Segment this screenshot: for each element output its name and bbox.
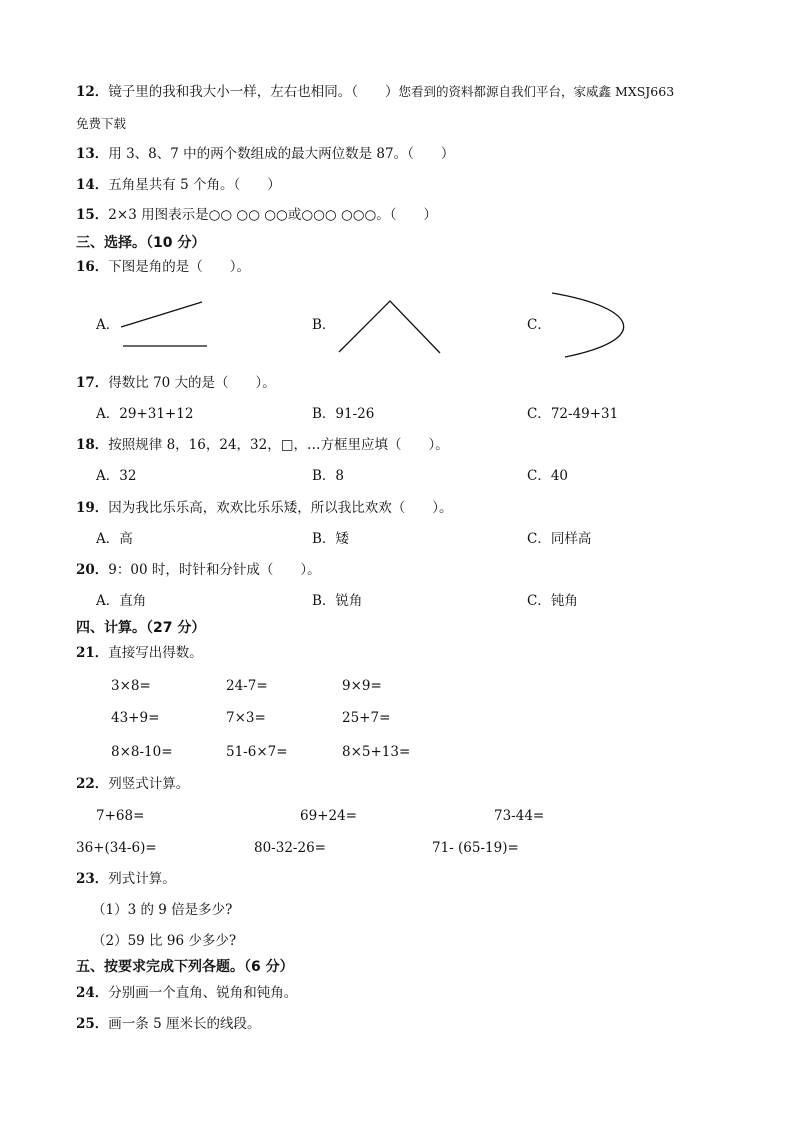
figure-b-angle bbox=[339, 301, 440, 353]
question-17 bbox=[76, 374, 276, 392]
calc-item: 73-44= bbox=[494, 808, 545, 824]
question-19 bbox=[76, 499, 453, 517]
question-number: 17． bbox=[76, 375, 109, 391]
question-text: 得数比 70 大的是（ ）。 bbox=[108, 375, 276, 391]
option-b: B．8 bbox=[312, 468, 345, 484]
question-text: 直接写出得数。 bbox=[108, 645, 203, 661]
question-text: 五角星共有 5 个角。（ ） bbox=[108, 177, 281, 193]
calc-item: 3×8= bbox=[111, 678, 151, 694]
question-20 bbox=[76, 561, 321, 579]
calc-item: 7+68= bbox=[96, 808, 145, 824]
calc-item: 36+(34-6)= bbox=[76, 840, 157, 856]
question-number: 24． bbox=[76, 985, 109, 1001]
question-number: 22． bbox=[76, 776, 109, 792]
option-c: C．72-49+31 bbox=[527, 406, 619, 422]
calc-item: 9×9= bbox=[342, 678, 382, 694]
option-a: A．高 bbox=[96, 531, 133, 547]
question-text: 用 3、8、7 中的两个数组成的最大两位数是 87。（ ） bbox=[108, 146, 455, 162]
question-number: 20． bbox=[76, 562, 109, 578]
calc-item: 69+24= bbox=[300, 808, 357, 824]
option-c: C．钝角 bbox=[527, 593, 578, 609]
option-b-label: B． bbox=[312, 317, 336, 333]
option-b: B．矮 bbox=[312, 531, 349, 547]
question-number: 25． bbox=[76, 1016, 109, 1032]
question-text: 镜子里的我和我大小一样，左右也相同。（ ） bbox=[108, 84, 399, 100]
question-text: 分别画一个直角、锐角和钝角。 bbox=[108, 985, 298, 1001]
question-18 bbox=[76, 436, 449, 454]
option-c: C．40 bbox=[527, 468, 569, 484]
question-text: 按照规律 8，16，24，32，□，…方框里应填（ ）。 bbox=[108, 437, 449, 453]
question-text: 2×3 用图表示是○○ ○○ ○○或○○○ ○○○。（ ） bbox=[108, 207, 438, 223]
section-heading-4: 四、计算。（27 分） bbox=[76, 620, 206, 636]
calc-item: 8×8-10= bbox=[111, 744, 173, 760]
question-number: 18． bbox=[76, 437, 109, 453]
sub-question-2: （2）59 比 96 少多少? bbox=[92, 933, 237, 949]
question-number: 21． bbox=[76, 645, 109, 661]
question-22 bbox=[76, 775, 189, 793]
question-number: 14． bbox=[76, 177, 109, 193]
calc-item: 8×5+13= bbox=[342, 744, 411, 760]
question-number: 16． bbox=[76, 259, 109, 275]
calc-item: 7×3= bbox=[226, 710, 266, 726]
question-23 bbox=[76, 870, 176, 888]
question-number: 12． bbox=[76, 84, 109, 100]
calc-item: 71- (65-19)= bbox=[432, 840, 519, 856]
option-a: A．29+31+12 bbox=[96, 406, 194, 422]
calc-item: 25+7= bbox=[342, 710, 391, 726]
calc-item: 51-6×7= bbox=[226, 744, 288, 760]
option-a-label: A． bbox=[96, 317, 120, 333]
watermark-notice: 您看到的资料都源自我们平台，家威鑫 MXSJ663 bbox=[398, 84, 675, 99]
sub-question-1: （1）3 的 9 倍是多少? bbox=[92, 902, 233, 918]
question-24 bbox=[76, 984, 297, 1002]
option-a: A．直角 bbox=[96, 593, 147, 609]
question-number: 23． bbox=[76, 871, 109, 887]
option-c-label: C． bbox=[527, 317, 551, 333]
option-a: A．32 bbox=[96, 468, 137, 484]
option-b: B．锐角 bbox=[312, 593, 363, 609]
section-heading-5: 五、按要求完成下列各题。（6 分） bbox=[76, 959, 294, 975]
question-21 bbox=[76, 644, 203, 662]
question-25 bbox=[76, 1015, 260, 1033]
option-c: C．同样高 bbox=[527, 531, 592, 547]
figure-c-curve bbox=[552, 293, 624, 357]
calc-item: 43+9= bbox=[111, 710, 160, 726]
watermark-notice-line2: 免费下载 bbox=[76, 116, 127, 131]
option-b: B．91-26 bbox=[312, 406, 375, 422]
angle-figures bbox=[0, 0, 794, 400]
question-text: 因为我比乐乐高，欢欢比乐乐矮，所以我比欢欢（ ）。 bbox=[108, 500, 453, 516]
question-text: 下图是角的是（ ）。 bbox=[108, 259, 251, 275]
question-text: 列式计算。 bbox=[108, 871, 176, 887]
calc-item: 24-7= bbox=[226, 678, 268, 694]
question-number: 19． bbox=[76, 500, 109, 516]
question-number: 15． bbox=[76, 207, 109, 223]
question-text: 9：00 时，时针和分针成（ ）。 bbox=[108, 562, 321, 578]
calc-item: 80-32-26= bbox=[254, 840, 326, 856]
figure-a-two-lines bbox=[121, 302, 207, 346]
section-heading-3: 三、选择。（10 分） bbox=[76, 235, 206, 251]
question-text: 列竖式计算。 bbox=[108, 776, 190, 792]
question-text: 画一条 5 厘米长的线段。 bbox=[108, 1016, 261, 1032]
question-number: 13． bbox=[76, 146, 109, 162]
